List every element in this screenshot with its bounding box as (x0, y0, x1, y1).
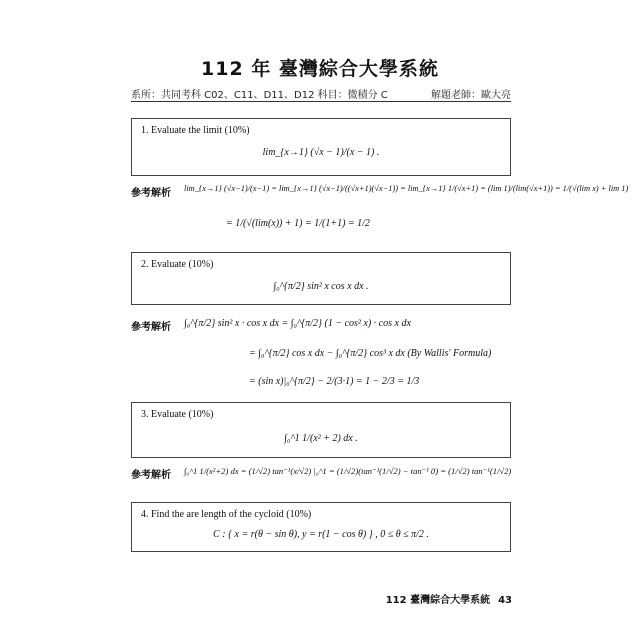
solution-2-line-2: = ∫₀^{π/2} cos x dx − ∫₀^{π/2} cos³ x dx (By Wallis' Formula) (249, 348, 492, 359)
question-1-text: 1. Evaluate the limit (10%) (141, 125, 250, 136)
solution-2-line-3: = (sin x)|₀^{π/2} − 2/(3·1) = 1 − 2/3 = 1/3 (249, 376, 420, 387)
solution-1-label: 參考解析 (131, 188, 171, 199)
question-4-box (131, 502, 511, 552)
question-3-text: 3. Evaluate (10%) (141, 409, 214, 420)
department-subject: 系所：共同考科 C02、C11、D11、D12 科目：微積分 C (131, 90, 388, 101)
solution-1-line-2: = 1/(√(lim(x)) + 1) = 1/(1+1) = 1/2 (226, 218, 370, 229)
solution-3-label: 參考解析 (131, 470, 171, 481)
question-3-math: ∫₀^1 1/(x² + 2) dx . (284, 433, 358, 444)
exam-info-bar (131, 86, 511, 102)
question-4-math: C : { x = r(θ − sin θ), y = r(1 − cos θ) } , 0 ≤ θ ≤ π/2 . (213, 529, 429, 540)
solution-3-line-1: ∫₀^1 1/(x²+2) dx = (1/√2) tan⁻¹(x/√2) |₀^1 = (1/√2)(tan⁻¹(1/√2) − tan⁻¹ 0) = (1/√2) tan⁻¹(1/√2) (184, 466, 512, 476)
solution-2-line-1: ∫₀^{π/2} sin² x · cos x dx = ∫₀^{π/2} (1 − cos² x) · cos x dx (184, 318, 411, 329)
page-footer (386, 591, 512, 606)
page-number: 43 (498, 595, 512, 606)
question-1-box (131, 118, 511, 176)
solution-1-line-1: lim_{x→1} (√x−1)/(x−1) = lim_{x→1} (√x−1)/((√x+1)(√x−1)) = lim_{x→1} 1/(√x+1) = (lim 1)/(lim(√x+1)) = 1/(√(lim x) + lim 1) (184, 184, 629, 193)
question-1-math: lim_{x→1} (√x − 1)/(x − 1) . (262, 147, 380, 158)
question-2-box (131, 252, 511, 305)
teacher-name: 解題老師：歐大亮 (431, 90, 511, 101)
question-2-math: ∫₀^{π/2} sin² x cos x dx . (273, 281, 369, 292)
question-4-text: 4. Find the are length of the cycloid (10%) (141, 509, 312, 520)
footer-label: 112 臺灣綜合大學系統 (385, 595, 491, 606)
page-title: 112 年 臺灣綜合大學系統 (201, 58, 439, 80)
question-3-box (131, 402, 511, 458)
solution-2-label: 參考解析 (131, 322, 171, 333)
header-rule (131, 101, 511, 102)
question-2-text: 2. Evaluate (10%) (141, 259, 214, 270)
